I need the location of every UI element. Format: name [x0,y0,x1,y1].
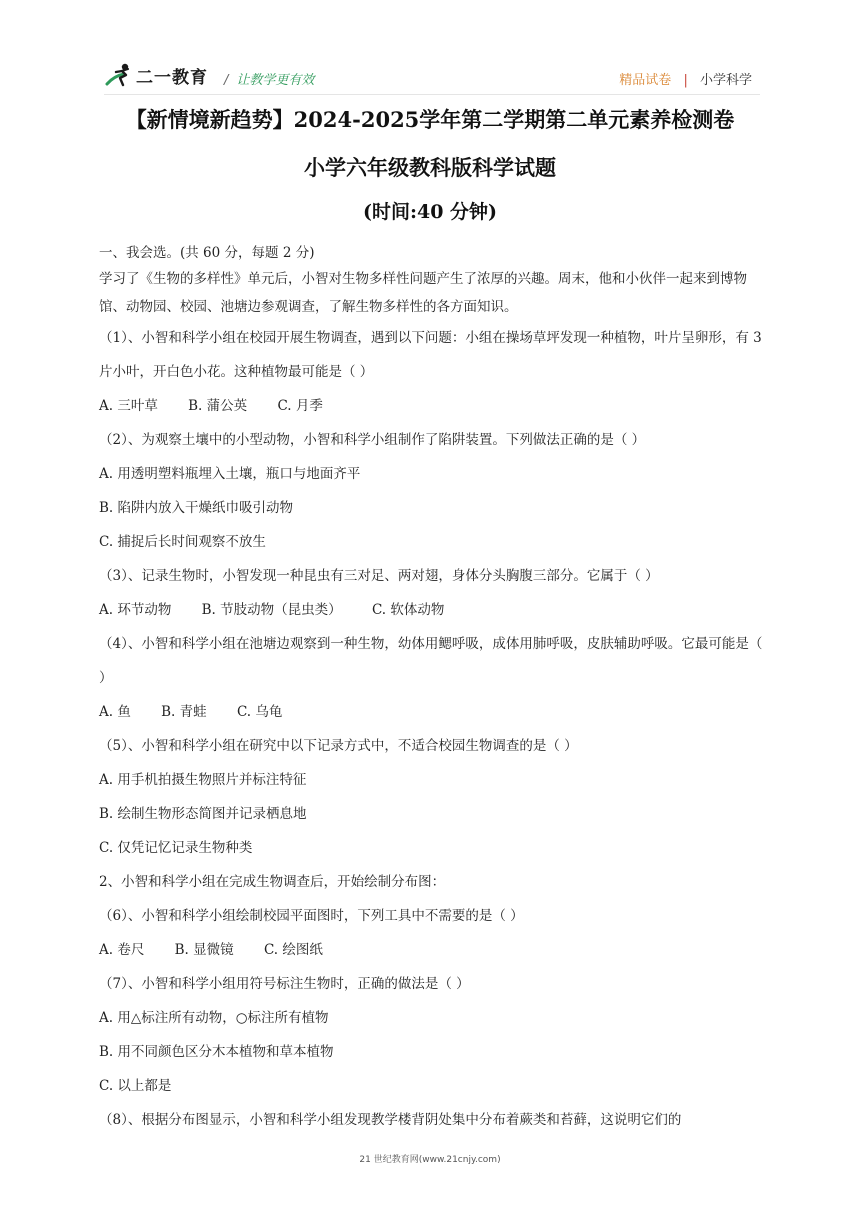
option-c[interactable]: C. 软体动物 [371,602,445,618]
option-a[interactable]: A. 鱼 [99,704,131,720]
exam-time: (时间:40 分钟) [362,201,498,223]
question-stem: （3）、记录生物时，小智发现一种昆虫有三对足、两对翅，身体分头胸腹三部分。它属于（ ） [99,568,659,584]
quality-tag: 精品试卷 [619,73,672,88]
option-c[interactable]: C. 捕捉后长时间观察不放生 [99,534,266,550]
option-a[interactable]: A. 用透明塑料瓶埋入土壤，瓶口与地面齐平 [99,466,361,482]
option-a[interactable]: A. 卷尺 [99,942,145,958]
option-a[interactable]: A. 用手机拍摄生物照片并标注特征 [99,772,307,788]
question-stem: （4）、小智和科学小组在池塘边观察到一种生物，幼体用鳃呼吸，成体用肺呼吸，皮肤辅助呼吸。它最可能是（ ） [99,636,763,686]
slash-divider: / [224,73,229,88]
question-stem: （7）、小智和科学小组用符号标注生物时，正确的做法是（ ） [99,976,470,992]
header-tags [619,69,752,88]
option-a[interactable]: A. 用△标注所有动物，○标注所有植物 [99,1010,329,1026]
subject-tag: 小学科学 [699,73,752,88]
question-stem: （5）、小智和科学小组在研究中以下记录方式中，不适合校园生物调查的是（ ） [99,738,578,754]
page-header [0,0,860,98]
option-b[interactable]: B. 蒲公英 [188,398,248,414]
exam-title: 【新情境新趋势】2024-2025学年第二学期第二单元素养检测卷 [125,107,735,132]
option-c[interactable]: C. 以上都是 [99,1078,172,1094]
option-a[interactable]: A. 三叶草 [99,398,158,414]
option-b[interactable]: B. 陷阱内放入干燥纸巾吸引动物 [99,500,294,516]
option-a[interactable]: A. 环节动物 [99,602,172,618]
option-row [99,593,767,627]
section-heading: 一、我会选。(共 60 分，每题 2 分) [99,245,315,261]
exam-subtitle: 小学六年级教科版科学试题 [304,155,556,180]
option-c[interactable]: C. 乌龟 [236,704,283,720]
option-b[interactable]: B. 节肢动物（昆虫类） [201,602,342,618]
header-divider [104,94,760,95]
question-stem: （2）、为观察土壤中的小型动物，小智和科学小组制作了陷阱装置。下列做法正确的是（ ） [99,432,646,448]
runner-logo-icon [104,62,134,88]
section-heading: 2、小智和科学小组在完成生物调查后，开始绘制分布图： [99,874,446,890]
option-b[interactable]: B. 绘制生物形态简图并记录栖息地 [99,806,307,822]
option-row [99,933,767,967]
brand-logo[interactable] [104,60,208,90]
option-b[interactable]: B. 青蛙 [161,704,207,720]
option-row [99,695,767,729]
option-c[interactable]: C. 月季 [277,398,323,414]
intro-paragraph: 学习了《生物的多样性》单元后，小智对生物多样性问题产生了浓厚的兴趣。周末，他和小伙伴一起来到博物馆、动物园、校园、池塘边参观调查，了解生物多样性的各方面知识。 [99,271,747,315]
option-b[interactable]: B. 显微镜 [174,942,234,958]
page-footer[interactable]: 21 世纪教育网(www.21cnjy.com) [359,1155,501,1165]
question-stem: （8）、根据分布图显示，小智和科学小组发现教学楼背阴处集中分布着蕨类和苔藓，这说明它们的 [99,1112,682,1128]
logo-text: 二一教育 [136,67,208,88]
tag-separator: | [683,73,688,88]
slogan-text: 让教学更有效 [236,73,315,88]
slogan [224,69,314,88]
option-row [99,389,767,423]
option-b[interactable]: B. 用不同颜色区分木本植物和草本植物 [99,1044,334,1060]
question-stem: （6）、小智和科学小组绘制校园平面图时，下列工具中不需要的是（ ） [99,908,524,924]
question-stem: （1）、小智和科学小组在校园开展生物调查，遇到以下问题：小组在操场草坪发现一种植物，叶片呈卵形，有 3 片小叶，开白色小花。这种植物最可能是（ ） [99,330,762,380]
option-c[interactable]: C. 仅凭记忆记录生物种类 [99,840,253,856]
exam-content [99,242,767,1137]
option-c[interactable]: C. 绘图纸 [263,942,323,958]
